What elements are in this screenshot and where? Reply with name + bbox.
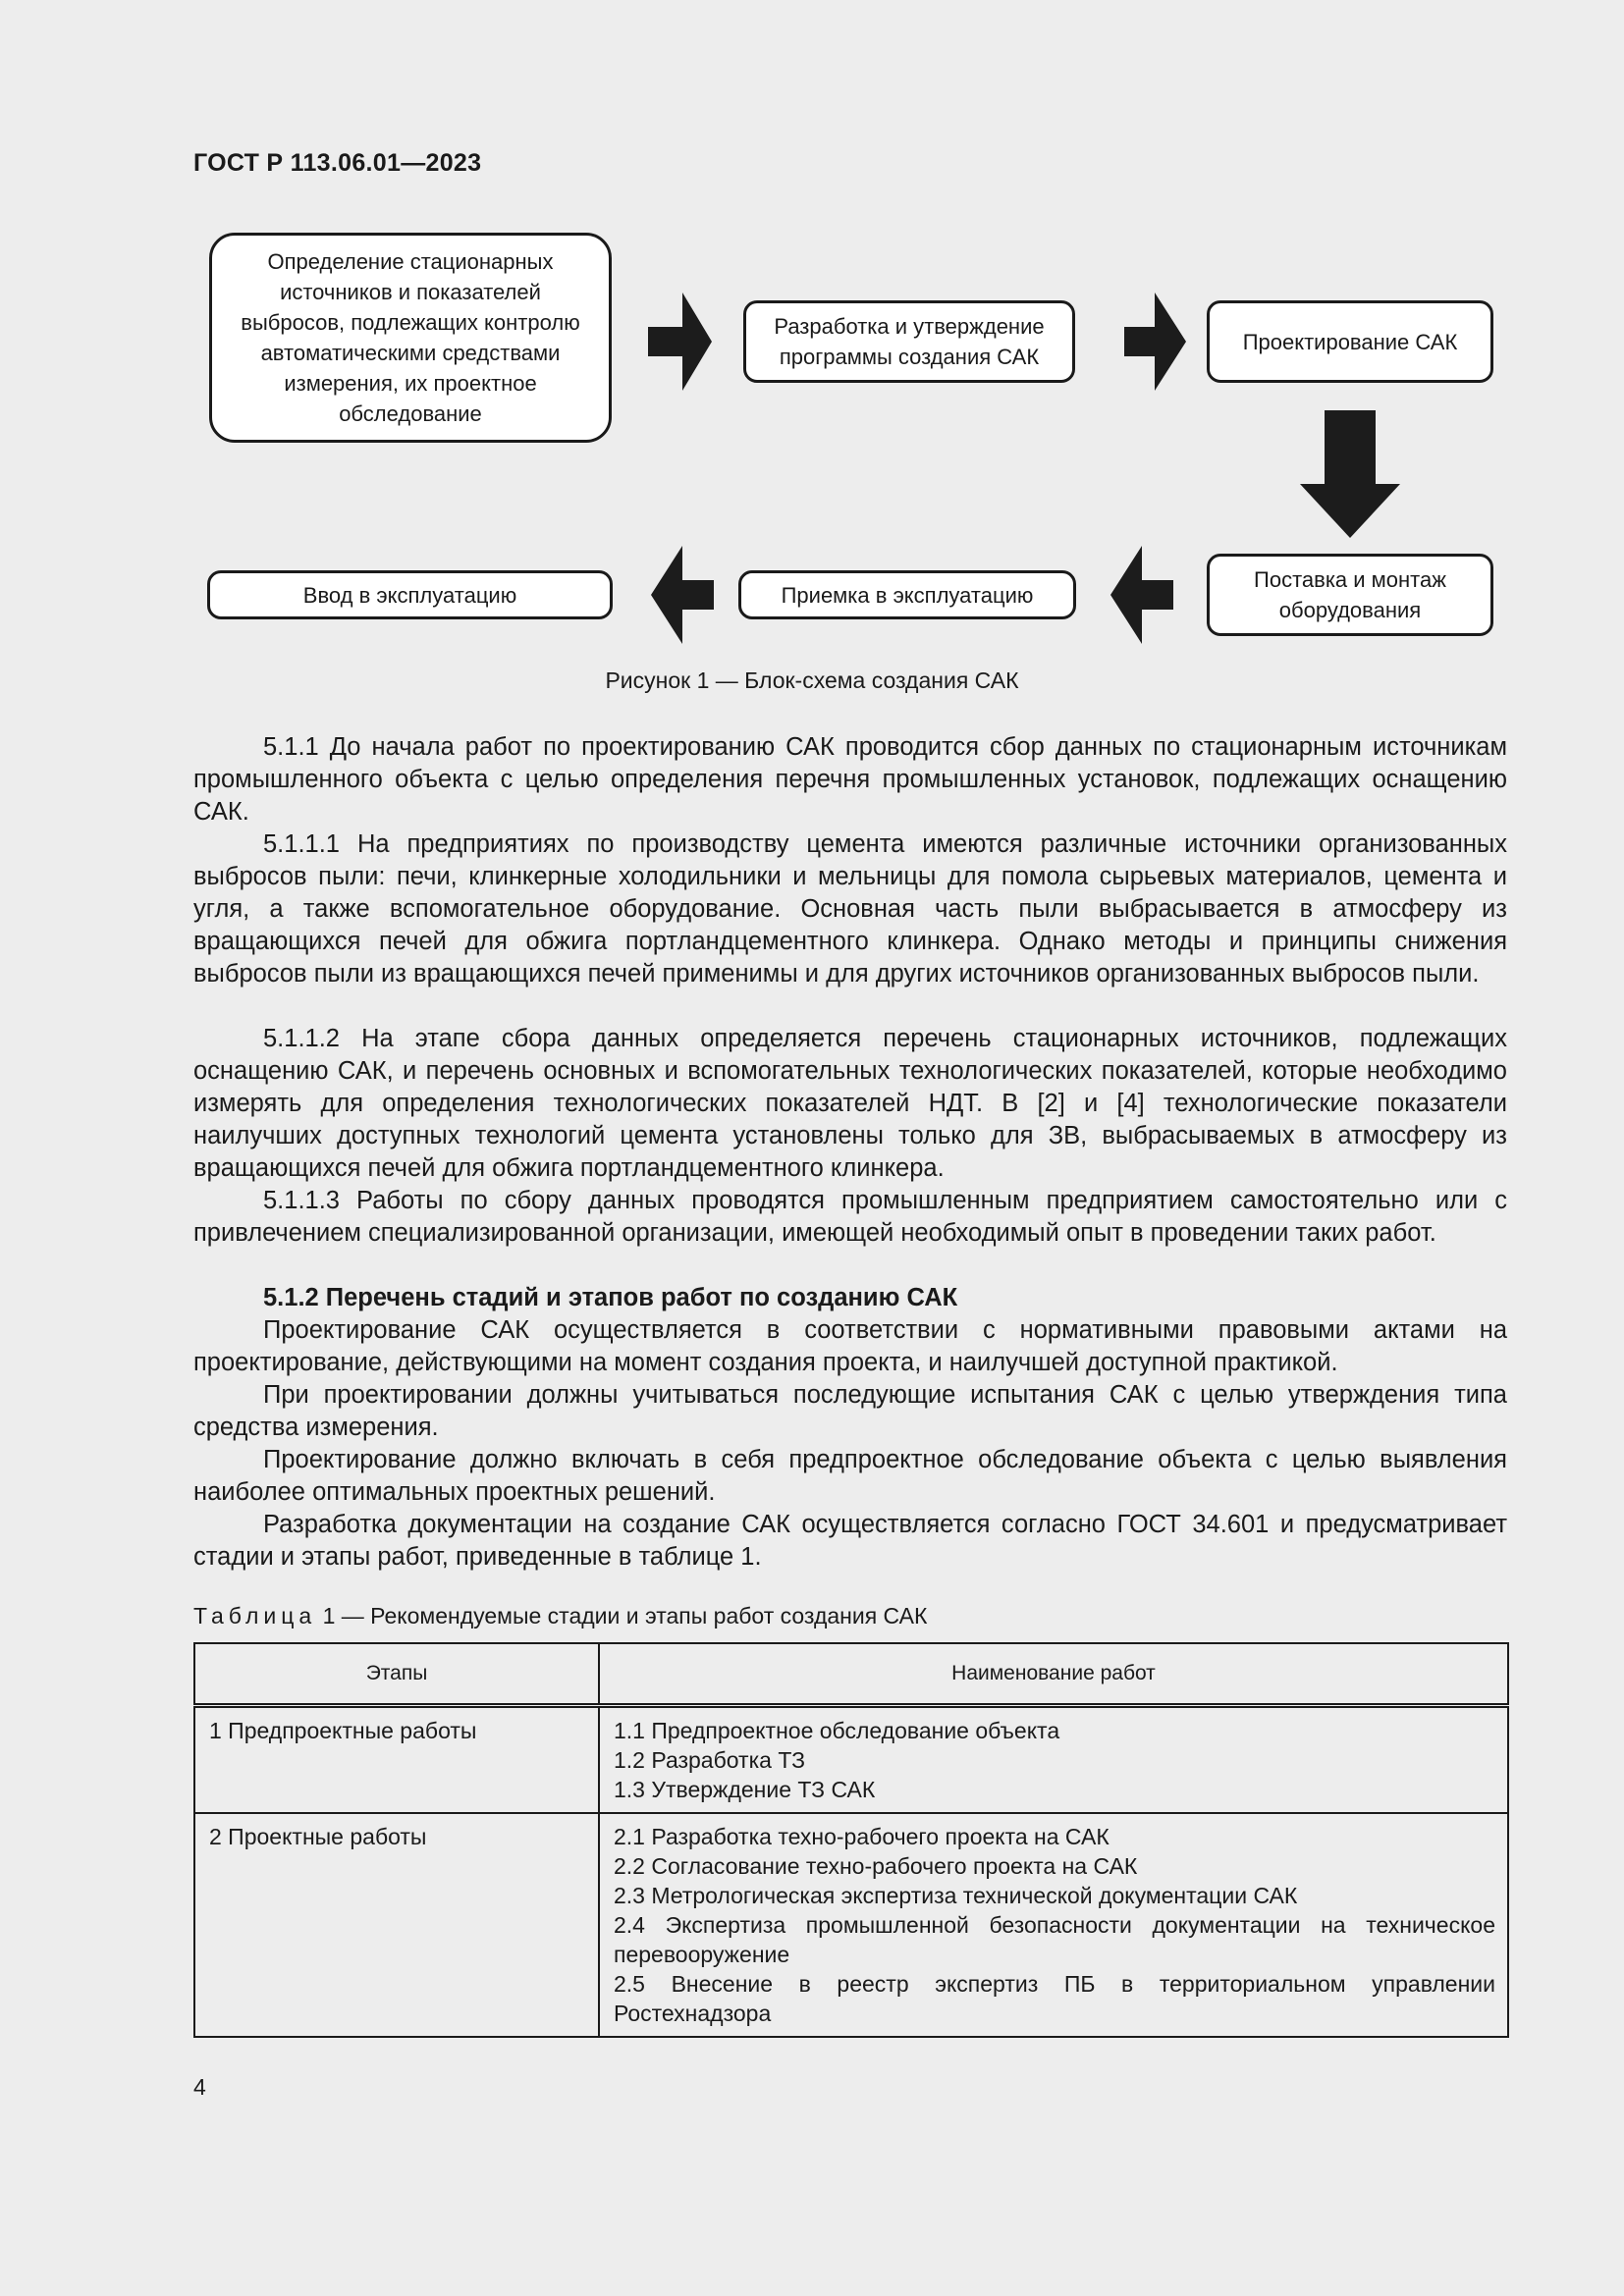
work-item: 1.2 Разработка ТЗ [614,1747,806,1773]
section-heading-5-1-2: 5.1.2 Перечень стадий и этапов работ по созданию САК [263,1284,958,1311]
works-cell [599,1813,1508,2037]
stage-cell: 1 Предпроектные работы [194,1706,599,1814]
flow-box-line: Разработка и утверждение [774,314,1045,339]
flow-box-line: автоматическими средствами [260,341,561,365]
arrow-left-icon [1110,546,1173,644]
arrow-left-icon [651,546,714,644]
work-item: 2.4 Экспертиза промышленной безопасности документации на техническое перевооружение [614,1912,1495,1967]
work-item: 2.1 Разработка техно-рабочего проекта на САК [614,1824,1110,1849]
paragraph-5-1-1-3: 5.1.1.3 Работы по сбору данных проводятся промышленным предприятием самостоятельно или с привлечением специализированной организации, имеющей необходимый опыт в проведении таких работ. [193,1187,1507,1247]
paragraph-5-1-1: 5.1.1 До начала работ по проектированию САК проводится сбор данных по стационарным источникам промышленного объекта с целью определения перечня промышленных установок, подлежащих оснащению САК. [193,733,1507,826]
flow-box-line: обследование [339,401,482,426]
stage-cell: 2 Проектные работы [194,1813,599,2037]
flow-box-line: оборудования [1278,598,1422,622]
paragraph-documentation: Разработка документации на создание САК осуществляется согласно ГОСТ 34.601 и предусматривает стадии и этапы работ, приведенные в таблице 1. [193,1511,1507,1571]
flow-box-line: источников и показателей [280,280,541,304]
work-item: 1.1 Предпроектное обследование объекта [614,1718,1060,1743]
paragraph-pre-design: Проектирование должно включать в себя предпроектное обследование объекта с целью выявления наиболее оптимальных проектных решений. [193,1446,1507,1506]
flow-box-line: Определение стационарных [267,249,554,274]
document-code: ГОСТ Р 113.06.01—2023 [193,149,482,177]
table-title [193,1603,927,1629]
figure-caption: Рисунок 1 — Блок-схема создания САК [605,667,1019,693]
flow-box-line: Ввод в эксплуатацию [302,582,517,608]
page-number: 4 [193,2074,206,2100]
flow-box-line: выбросов, подлежащих контролю [241,310,580,335]
table-header-row [194,1643,1508,1706]
work-item: 1.3 Утверждение ТЗ САК [614,1777,876,1802]
paragraph-5-1-1-2: 5.1.1.2 На этапе сбора данных определяется перечень стационарных источников, подлежащих оснащению САК, и перечень основных и вспомогательных технологических показателей, которые необходимо измерять для определения технологических показателей НДТ. В [2] и [4] технологические показатели наилучших доступных технологий цемента установлены только для ЗВ, выбрасываемых в атмосферу из вращающихся печей для обжига портландцементного клинкера. [193,1025,1507,1182]
flow-arrows [0,0,1624,687]
paragraph-design: Проектирование САК осуществляется в соответствии с нормативными правовыми актами на проектирование, действующими на момент создания проекта, и наилучшей доступной практикой. [193,1316,1507,1376]
flow-box-line: программы создания САК [779,345,1040,369]
flow-box-line: Проектирование САК [1242,329,1458,354]
table-row [194,1706,1508,1814]
work-item: 2.3 Метрологическая экспертиза технической документации САК [614,1883,1298,1908]
column-header-stages: Этапы [194,1643,599,1706]
work-item: 2.2 Согласование техно-рабочего проекта на САК [614,1853,1138,1879]
flow-box-line: Приемка в эксплуатацию [781,582,1034,608]
column-header-works: Наименование работ [599,1643,1508,1706]
works-cell [599,1706,1508,1814]
flow-box-line: измерения, их проектное [284,371,537,396]
table-title-text: 1 — Рекомендуемые стадии и этапы работ создания САК [316,1603,928,1629]
paragraph-5-1-1-1: 5.1.1.1 На предприятиях по производству цемента имеются различные источники организованных выбросов пыли: печи, клинкерные холодильники и мельницы для помола сырьевых материалов, цемента и угля, а также вспомогательное оборудование. Основная часть пыли выбрасывается в атмосферу из вращающихся печей для обжига портландцементного клинкера. Однако методы и принципы снижения выбросов пыли из вращающихся печей применимы и для других источников организованных выбросов пыли. [193,830,1507,988]
flow-box-line: Поставка и монтаж [1254,567,1446,592]
table-title-label: Таблица [193,1603,317,1629]
stages-table [193,1642,1509,2038]
paragraph-testing: При проектировании должны учитываться последующие испытания САК с целью утверждения типа средства измерения. [193,1381,1507,1441]
table-row [194,1813,1508,2037]
arrow-right-icon [648,293,712,391]
arrow-right-icon [1124,293,1186,391]
work-item: 2.5 Внесение в реестр экспертиз ПБ в территориальном управлении Ростехнадзора [614,1971,1495,2026]
arrow-down-icon [1300,410,1400,538]
